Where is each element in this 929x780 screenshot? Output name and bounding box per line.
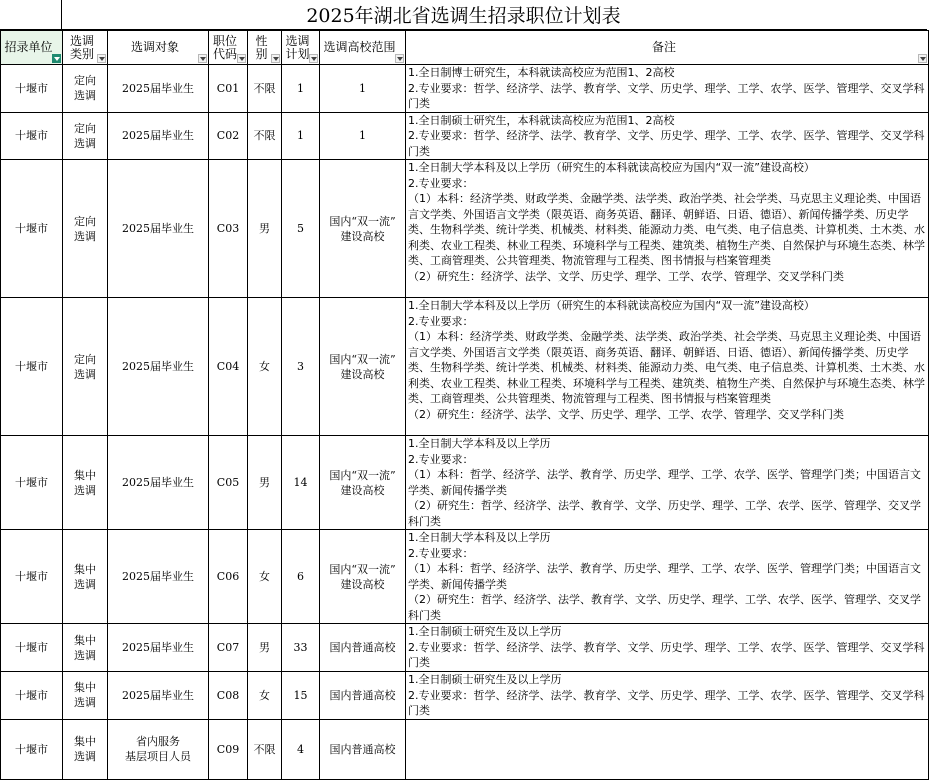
- cell-gender[interactable]: 男: [248, 160, 282, 298]
- cell-code[interactable]: C02: [209, 112, 248, 160]
- cell-unit[interactable]: 十堰市: [1, 624, 63, 672]
- cell-category[interactable]: 集中 选调: [63, 672, 108, 720]
- note-line: （2）研究生：哲学、经济学、法学、教育学、文学、历史学、理学、工学、农学、医学、管理学、交叉学科门类: [408, 499, 921, 528]
- cell-code[interactable]: C03: [209, 160, 248, 298]
- cell-gender[interactable]: 不限: [248, 719, 282, 779]
- note-line: 2.专业要求：: [408, 546, 474, 560]
- note-line: 1.全日制大学本科及以上学历: [408, 531, 551, 544]
- cell-scope[interactable]: 国内“双一流” 建设高校: [320, 436, 406, 530]
- cell-unit[interactable]: 十堰市: [1, 436, 63, 530]
- cell-scope[interactable]: 国内普通高校: [320, 719, 406, 779]
- table-row: [1, 112, 929, 160]
- cell-category[interactable]: 集中 选调: [63, 436, 108, 530]
- header-plan[interactable]: 选调计划: [282, 31, 320, 65]
- table-row: [1, 530, 929, 624]
- cell-unit[interactable]: 十堰市: [1, 672, 63, 720]
- note-line: 1.全日制大学本科及以上学历（研究生的本科就读高校应为国内“双一流”建设高校）: [408, 161, 815, 174]
- cell-plan[interactable]: 4: [282, 719, 320, 779]
- cell-unit[interactable]: 十堰市: [1, 65, 63, 113]
- filter-active-icon[interactable]: [52, 54, 61, 63]
- cell-unit[interactable]: 十堰市: [1, 160, 63, 298]
- header-category[interactable]: 选调类别: [63, 31, 108, 65]
- header-unit[interactable]: 招录单位: [1, 31, 63, 65]
- note-line: 1.全日制大学本科及以上学历（研究生的本科就读高校应为国内“双一流”建设高校）: [408, 299, 815, 312]
- cell-plan[interactable]: 14: [282, 436, 320, 530]
- cell-code[interactable]: C05: [209, 436, 248, 530]
- note-line: 1.全日制大学本科及以上学历: [408, 437, 551, 450]
- cell-scope[interactable]: 1: [320, 65, 406, 113]
- cell-note[interactable]: [406, 672, 929, 720]
- cell-gender[interactable]: 不限: [248, 112, 282, 160]
- cell-scope[interactable]: 国内普通高校: [320, 624, 406, 672]
- cell-gender[interactable]: 女: [248, 298, 282, 436]
- table-row: [1, 160, 929, 298]
- note-line: （1）本科：哲学、经济学、法学、教育学、历史学、理学、工学、农学、医学、管理学门类；中国语言文学类、新闻传播学类: [408, 562, 921, 591]
- cell-scope[interactable]: 国内“双一流” 建设高校: [320, 298, 406, 436]
- cell-code[interactable]: C06: [209, 530, 248, 624]
- cell-code[interactable]: C07: [209, 624, 248, 672]
- cell-category[interactable]: 集中 选调: [63, 530, 108, 624]
- table-body: [1, 65, 929, 780]
- cell-target[interactable]: 2025届毕业生: [108, 436, 209, 530]
- cell-note[interactable]: [406, 530, 929, 624]
- cell-plan[interactable]: 33: [282, 624, 320, 672]
- cell-category[interactable]: 集中 选调: [63, 624, 108, 672]
- dropdown-icon[interactable]: [198, 54, 207, 63]
- note-line: （1）本科：经济学类、财政学类、金融学类、法学类、政治学类、社会学类、马克思主义理论类、中国语言文学类、外国语言文学类（限英语、商务英语、翻译、朝鲜语、日语、德语）、新闻传播学类、历史学类、生物科学类、统计学类、机械类、材料类、能源动力类、电气类、电子信息类、计算机类、土木类、水利类、农业工程类、林业工程类、环境科学与工程类、建筑类、植物生产类、自然保护与环境生态类、林学类、工商管理类、公共管理类、物流管理与工程类、图书情报与档案管理类: [408, 330, 925, 405]
- note-line: 1.全日制博士研究生，本科就读高校应为范围1、2高校: [408, 66, 675, 79]
- cell-plan[interactable]: 6: [282, 530, 320, 624]
- table-row: [1, 672, 929, 720]
- cell-target[interactable]: 2025届毕业生: [108, 298, 209, 436]
- table-row: [1, 624, 929, 672]
- header-gender[interactable]: 性别: [248, 31, 282, 65]
- cell-scope[interactable]: 1: [320, 112, 406, 160]
- note-line: （2）研究生：哲学、经济学、法学、教育学、文学、历史学、理学、工学、农学、医学、管理学、交叉学科门类: [408, 593, 921, 622]
- cell-plan[interactable]: 5: [282, 160, 320, 298]
- table-row: [1, 298, 929, 436]
- cell-note[interactable]: [406, 436, 929, 530]
- cell-gender[interactable]: 女: [248, 672, 282, 720]
- cell-note[interactable]: [406, 112, 929, 160]
- note-line: （1）本科：哲学、经济学、法学、教育学、历史学、理学、工学、农学、医学、管理学门类；中国语言文学类、新闻传播学类: [408, 468, 921, 497]
- note-line: 2.专业要求：哲学、经济学、法学、教育学、文学、历史学、理学、工学、农学、医学、管理学、交叉学科门类: [408, 640, 925, 669]
- note-line: 2.专业要求：哲学、经济学、法学、教育学、文学、历史学、理学、工学、农学、医学、管理学、交叉学科门类: [408, 688, 925, 717]
- cell-target[interactable]: 2025届毕业生: [108, 530, 209, 624]
- cell-unit[interactable]: 十堰市: [1, 719, 63, 779]
- header-scope[interactable]: 选调高校范围: [320, 31, 406, 65]
- table-row: [1, 719, 929, 779]
- cell-note[interactable]: [406, 298, 929, 436]
- cell-category[interactable]: 集中 选调: [63, 719, 108, 779]
- note-line: 2.专业要求：: [408, 452, 474, 466]
- header-row: [1, 31, 929, 65]
- dropdown-icon[interactable]: [271, 54, 280, 63]
- cell-target[interactable]: 2025届毕业生: [108, 672, 209, 720]
- note-line: （2）研究生：经济学、法学、文学、历史学、理学、工学、农学、管理学、交叉学科门类: [408, 407, 844, 421]
- note-line: 2.专业要求：: [408, 176, 474, 190]
- note-line: 1.全日制硕士研究生，本科就读高校应为范围1、2高校: [408, 113, 675, 127]
- note-line: （1）本科：经济学类、财政学类、金融学类、法学类、政治学类、社会学类、马克思主义理论类、中国语言文学类、外国语言文学类（限英语、商务英语、翻译、朝鲜语、日语、德语）、新闻传播学类、历史学类、生物科学类、统计学类、机械类、材料类、能源动力类、电气类、电子信息类、计算机类、土木类、水利类、农业工程类、林业工程类、环境科学与工程类、建筑类、植物生产类、自然保护与环境生态类、林学类、工商管理类、公共管理类、物流管理与工程类、图书情报与档案管理类: [408, 192, 925, 267]
- dropdown-icon[interactable]: [237, 54, 246, 63]
- cell-unit[interactable]: 十堰市: [1, 530, 63, 624]
- position-table: [0, 30, 929, 780]
- dropdown-icon[interactable]: [918, 54, 927, 63]
- header-note[interactable]: 备注: [406, 31, 929, 65]
- cell-category[interactable]: 定向 选调: [63, 65, 108, 113]
- cell-plan[interactable]: 3: [282, 298, 320, 436]
- note-line: 1.全日制硕士研究生及以上学历: [408, 625, 562, 638]
- cell-target[interactable]: 省内服务 基层项目人员: [108, 719, 209, 779]
- note-line: 2.专业要求：哲学、经济学、法学、教育学、文学、历史学、理学、工学、农学、医学、管理学、交叉学科门类: [408, 81, 925, 110]
- cell-note[interactable]: [406, 65, 929, 113]
- header-code[interactable]: 职位代码: [209, 31, 248, 65]
- cell-category[interactable]: 定向 选调: [63, 160, 108, 298]
- cell-gender[interactable]: 不限: [248, 65, 282, 113]
- cell-unit[interactable]: 十堰市: [1, 112, 63, 160]
- cell-gender[interactable]: 女: [248, 530, 282, 624]
- cell-target[interactable]: 2025届毕业生: [108, 65, 209, 113]
- cell-plan[interactable]: 15: [282, 672, 320, 720]
- note-line: 2.专业要求：: [408, 314, 474, 328]
- cell-note[interactable]: [406, 719, 929, 779]
- cell-code[interactable]: C01: [209, 65, 248, 113]
- cell-code[interactable]: C04: [209, 298, 248, 436]
- cell-target[interactable]: 2025届毕业生: [108, 112, 209, 160]
- cell-gender[interactable]: 男: [248, 624, 282, 672]
- note-line: 2.专业要求：哲学、经济学、法学、教育学、文学、历史学、理学、工学、农学、医学、管理学、交叉学科门类: [408, 129, 925, 158]
- cell-target[interactable]: 2025届毕业生: [108, 624, 209, 672]
- cell-scope[interactable]: 国内“双一流” 建设高校: [320, 530, 406, 624]
- table-row: [1, 436, 929, 530]
- cell-note[interactable]: [406, 624, 929, 672]
- cell-plan[interactable]: 1: [282, 112, 320, 160]
- cell-gender[interactable]: 男: [248, 436, 282, 530]
- table-row: [1, 65, 929, 113]
- cell-category[interactable]: 定向 选调: [63, 112, 108, 160]
- cell-code[interactable]: C08: [209, 672, 248, 720]
- cell-code[interactable]: C09: [209, 719, 248, 779]
- cell-unit[interactable]: 十堰市: [1, 298, 63, 436]
- cell-note[interactable]: [406, 160, 929, 298]
- cell-target[interactable]: 2025届毕业生: [108, 160, 209, 298]
- note-line: 1.全日制硕士研究生及以上学历: [408, 673, 562, 686]
- dropdown-icon[interactable]: [97, 54, 106, 63]
- dropdown-icon[interactable]: [395, 54, 404, 63]
- cell-scope[interactable]: 国内“双一流” 建设高校: [320, 160, 406, 298]
- dropdown-icon[interactable]: [309, 54, 318, 63]
- header-target[interactable]: 选调对象: [108, 31, 209, 65]
- cell-scope[interactable]: 国内普通高校: [320, 672, 406, 720]
- note-line: （2）研究生：经济学、法学、文学、历史学、理学、工学、农学、管理学、交叉学科门类: [408, 269, 844, 283]
- sheet-title[interactable]: 2025年湖北省选调生招录职位计划表: [0, 0, 927, 30]
- cell-plan[interactable]: 1: [282, 65, 320, 113]
- cell-category[interactable]: 定向 选调: [63, 298, 108, 436]
